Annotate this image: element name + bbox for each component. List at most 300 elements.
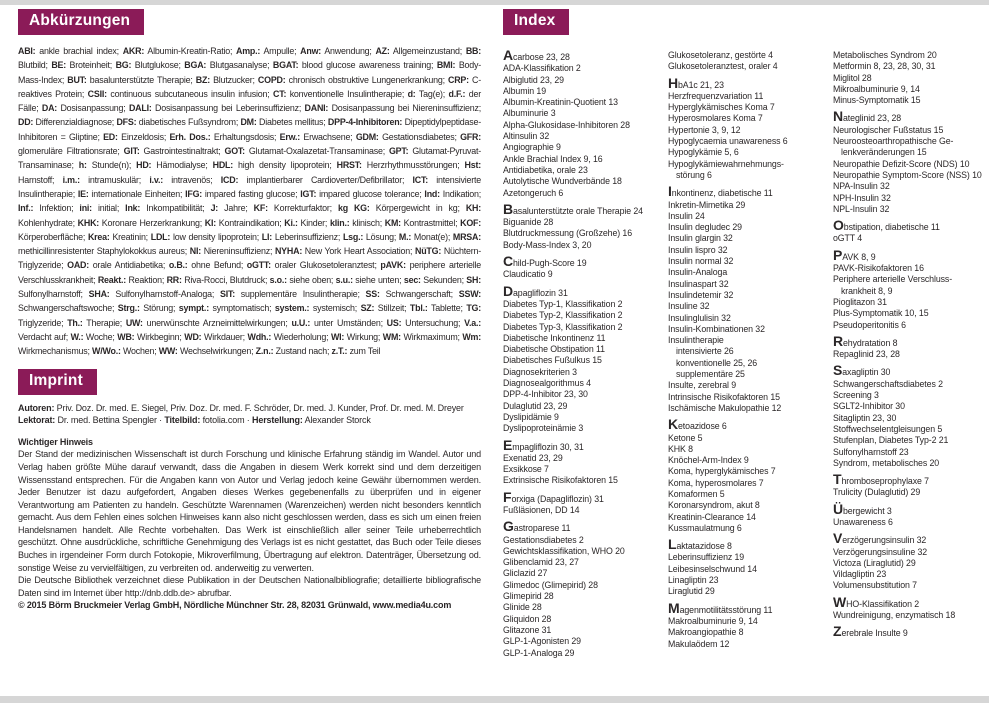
abbreviation-term: LDL:	[150, 231, 171, 242]
abbreviation-term: IGT:	[300, 188, 317, 199]
abbreviations-title: Abkürzungen	[29, 12, 131, 29]
abbreviation-term: ICD:	[220, 174, 239, 185]
index-entry: Glinide 28	[503, 602, 542, 613]
index-entry: Insulin-Kombinationen 32	[668, 323, 765, 334]
abbreviation-term: sec:	[403, 274, 421, 285]
index-entry: Stufenplan, Diabetes Typ-2 21	[833, 435, 949, 446]
index-entry: Ketone 5	[668, 432, 703, 443]
index-entry: Neuroosteoarthropathische Ge-	[833, 136, 954, 147]
index-entry: Insulte, zerebral 9	[668, 380, 737, 391]
index-group	[833, 217, 987, 245]
index-entry: Koronarsyndrom, akut 8	[668, 500, 760, 511]
abbreviation-term: GFR:	[460, 131, 481, 142]
index-entry: Makroangiopathie 8	[668, 627, 744, 638]
abbreviation-term: HDL:	[212, 160, 234, 171]
abbreviation-term: Z.n.:	[255, 346, 274, 357]
index-entry: Trulicity (Dulaglutid) 29	[833, 487, 921, 498]
index-entry: konventionelle 25, 26	[676, 357, 758, 368]
index-entry: Herzfrequenzvariation 11	[668, 90, 764, 101]
abbreviation-term: J:	[210, 203, 219, 214]
index-entry: Verzögerungsinsulin 32	[833, 530, 927, 547]
index-entry: Makroalbuminurie 9, 14	[668, 615, 758, 626]
index-entry: Schwangerschaftsdiabetes 2	[833, 378, 943, 389]
index-entry: NPL-Insulin 32	[833, 203, 890, 214]
index-entry: WHO-Klassifikation 2	[833, 593, 920, 610]
index-group-letter: Ü	[833, 500, 844, 517]
index-entry: Insulintherapie	[668, 335, 724, 346]
index-group	[833, 332, 987, 361]
index-entry: störung 6	[676, 169, 712, 180]
index-entry: Ketoazidose 6	[668, 416, 727, 433]
index-group	[668, 599, 822, 650]
index-entry: Albuminurie 3	[503, 108, 556, 119]
index-entry: intensivierte 26	[676, 346, 734, 357]
index-entry: Alpha-Glukosidase-Inhibitoren 28	[503, 119, 630, 130]
index-entry: Laktatazidose 8	[668, 536, 732, 553]
index-entry: Leibesinselschwund 14	[668, 563, 757, 574]
index-entry: Basalunterstützte orale Therapie 24	[503, 200, 643, 217]
index-entry: Komaformen 5	[668, 488, 725, 499]
index-entry: Insulin normal 32	[668, 256, 734, 267]
index-group-letter: M	[668, 599, 680, 616]
abbreviation-term: Anw:	[300, 46, 322, 56]
abbreviation-term: SSW:	[458, 289, 481, 300]
index-entry: Sulfonylharnstoff 23	[833, 446, 909, 457]
index-entry: Hypertonie 3, 9, 12	[668, 124, 741, 135]
index-entry: Dulaglutid 23, 29	[503, 400, 568, 411]
index-group-letter: P	[833, 246, 843, 263]
abbreviation-term: TG:	[466, 303, 482, 314]
index-entry: Rehydratation 8	[833, 332, 898, 349]
index-column	[668, 50, 822, 664]
index-group	[833, 50, 987, 106]
index-entry: Leberinsuffizienz 19	[668, 552, 745, 563]
index-entry: Autolytische Wundverbände 18	[503, 176, 622, 187]
abbreviation-term: Erw.:	[279, 131, 300, 142]
index-entry: Insulin lispro 32	[668, 244, 728, 255]
index-group	[668, 536, 822, 597]
index-group-letter: B	[503, 200, 514, 217]
index-entry: Ischämische Makulopathie 12	[668, 402, 782, 413]
index-group	[503, 518, 657, 659]
index-entry: Azetongeruch 6	[503, 187, 564, 198]
index-entry: Acarbose 23, 28	[503, 47, 570, 63]
index-group	[503, 47, 657, 199]
abbreviation-term: Krea:	[87, 231, 110, 242]
index-entry: Thromboseprophylaxe 7	[833, 471, 929, 488]
index-group-letter: R	[833, 332, 844, 349]
index-entry: Saxagliptin 30	[833, 362, 891, 379]
index-title: Index	[514, 12, 556, 29]
index-entry: Ankle Brachial Index 9, 16	[503, 153, 603, 164]
index-entry: Glukosetoleranz, gestörte 4	[668, 50, 773, 60]
abbreviation-term: W/Wo.:	[92, 346, 121, 357]
index-entry: Pioglitazon 31	[833, 296, 887, 307]
index-entry: Koma, hyperosmolares 7	[668, 477, 764, 488]
abbreviation-term: Reakt.:	[97, 274, 127, 285]
index-group	[503, 488, 657, 517]
abbreviation-term: IFG:	[185, 188, 203, 199]
index-entry: Pseudoperitonitis 6	[833, 319, 906, 330]
abbreviation-term: BMI:	[436, 60, 456, 71]
index-entry: PAVK 8, 9	[833, 246, 876, 263]
index-entry: Periphere arterielle Verschluss-	[833, 274, 953, 285]
index-group	[503, 282, 657, 435]
abbreviation-term: Strg.:	[117, 303, 140, 314]
index-entry: Insulin glargin 32	[668, 233, 733, 244]
abbreviation-term: NüTG:	[414, 246, 442, 257]
abbreviation-term: i.m.:	[62, 174, 80, 185]
index-entry: Inkontinenz, diabetische 11	[668, 183, 773, 200]
index-entry: Diagnosealgorithmus 4	[503, 378, 591, 389]
abbreviation-term: KOF:	[460, 217, 482, 228]
index-entry: Empagliflozin 30, 31	[503, 436, 584, 453]
index-entry: Albiglutid 23, 29	[503, 74, 564, 85]
abbreviation-term: BE:	[51, 60, 66, 71]
index-entry: Forxiga (Dapagliflozin) 31	[503, 488, 604, 505]
index-group	[668, 183, 822, 414]
index-entry: Diabetes Typ-1, Klassifikation 2	[503, 298, 623, 309]
index-entry: PAVK-Risikofaktoren 16	[833, 263, 924, 274]
index-group-letter: N	[833, 108, 844, 125]
index-entry: KHK 8	[668, 443, 693, 454]
index-entry: Kussmaulatmung 6	[668, 522, 742, 533]
index-entry: Dyslipoproteinämie 3	[503, 423, 584, 434]
index-entry: Miglitol 28	[833, 72, 872, 83]
index-entry: Dyslipidämie 9	[503, 411, 559, 422]
index-entry: Vildagliptin 23	[833, 569, 887, 580]
index-entry: ADA-Klassifikation 2	[503, 63, 581, 74]
index-entry: Insuline 32	[668, 301, 710, 312]
abbreviation-term: NI:	[189, 246, 201, 257]
index-entry: Insulindetemir 32	[668, 289, 734, 300]
index-group-letter: W	[833, 593, 847, 610]
index-entry: Hypoglycaemia unawareness 6	[668, 136, 788, 147]
abbreviation-term: GIT:	[123, 146, 140, 157]
index-entry: Neurologischer Fußstatus 15	[833, 124, 944, 135]
index-group	[503, 200, 657, 251]
index-entry: Zerebrale Insulte 9	[833, 623, 908, 640]
index-entry: Unawareness 6	[833, 516, 893, 527]
page-edge-top	[0, 0, 989, 5]
abbreviation-term: UW:	[125, 317, 143, 328]
abbreviation-term: Ki.:	[284, 217, 298, 228]
abbreviations-header	[18, 9, 144, 35]
abbreviation-term: KHK:	[77, 217, 100, 228]
index-entry: NPA-Insulin 32	[833, 181, 890, 192]
abbreviation-term: CSII:	[87, 88, 107, 99]
abbreviation-term: Wdh.:	[247, 331, 272, 342]
index-group-letter: F	[503, 488, 512, 505]
abbreviation-term: KI:	[204, 217, 217, 228]
abbreviation-term: kg KG:	[337, 203, 370, 214]
index-entry: Blutdruckmessung (Großzehe) 16	[503, 228, 633, 239]
abbreviation-term: ABI:	[18, 46, 36, 56]
abbreviation-term: DA:	[41, 103, 58, 114]
abbreviation-term: Th.:	[67, 317, 83, 328]
abbreviation-term: BG:	[115, 60, 132, 71]
index-group-letter: O	[833, 217, 844, 234]
abbreviation-term: oGTT:	[246, 260, 271, 271]
abbreviation-term: sympt.:	[178, 303, 209, 314]
index-entry: GLP-1-Analoga 29	[503, 647, 575, 658]
abbreviation-term: CT:	[273, 88, 287, 99]
index-entry: Claudicatio 9	[503, 269, 553, 280]
abbreviation-term: o.B.:	[168, 260, 188, 271]
abbreviation-term: Lsg.:	[342, 231, 364, 242]
abbreviation-term: z.T.:	[331, 346, 348, 357]
abbreviation-term: AZ:	[375, 46, 390, 56]
index-entry: Knöchel-Arm-Index 9	[668, 455, 749, 466]
index-group-letter: H	[668, 74, 679, 91]
abbreviation-term: DPP-4-Inhibitoren:	[327, 117, 403, 128]
index-group-letter: Z	[833, 623, 842, 640]
abbreviation-term: KH:	[465, 203, 481, 214]
index-entry: Angiographie 9	[503, 142, 561, 153]
index-entry: Glimedoc (Glimepirid) 28	[503, 579, 598, 590]
abbreviation-term: ICT:	[412, 174, 428, 185]
index-entry: Exenatid 23, 29	[503, 452, 563, 463]
index-group-letter: G	[503, 518, 514, 535]
abbreviation-term: DALI:	[128, 103, 152, 114]
index-group-letter: D	[503, 282, 514, 299]
index-entry: Mikroalbuminurie 9, 14	[833, 83, 920, 94]
index-section	[503, 9, 989, 664]
index-group	[668, 74, 822, 182]
index-group	[833, 623, 987, 640]
abbreviation-term: CRP:	[448, 74, 469, 85]
index-group-letter: A	[503, 47, 514, 63]
abbreviations-text: ABI: ankle brachial index; AKR: Albumin-Kreatin-Ratio; Amp.: Ampulle; Anw: Anwendung; AZ: Allgemeinzustand; BB: Blutbild; BE: Broteinheit; BG: Blutglukose; BGA: Blutgasanalyse; BGAT: blood glucose awareness training; BMI: Body-Mass-Index; BUT: basalunterstützte Therapie; BZ: Blutzucker; COPD: chronisch obstruktive Lungenerkrankung; CRP: C-reaktives Protein; CSII: continuous subcutaneous insulin infusion; CT: konventionelle Insulintherapie; d: Tag(e); d.F.: der Fälle; DA: Dosisanpassung; DALI: Dosisanpassung bei Leberinsuffizienz; DANI: Dosisanpassung bei Niereninsuffizienz; DD: Differenzialdiagnose; DFS: diabetisches Fußsyndrom; DM: Diabetes mellitus; DPP-4-Inhibitoren: Dipeptidylpeptidase-Inhibitoren = Gliptine; ED: Einzeldosis; Erh. Dos.: Erhaltungsdosis; Erw.: Erwachsene; GDM: Gestationsdiabetes; GFR: glomeruläre Filtrationsrate; GIT: Gastrointestinaltrakt; GOT: Glutamat-Oxalazetat-Transaminase; GPT: Glutamat-Pyruvat-Transaminase; h: Stunde(n); HD: Hämodialyse; HDL: high density lipoprotein; HRST: Herzrhythmusstörungen; Hst: Harnstoff; i.m.: intramuskulär; i.v.: intravenös; ICD: implantierbarer Cardioverter/Defibrillator; ICT: intensivierte Insulintherapie; IE: internationale Einheiten; IFG: impared fasting glucose; IGT: impared glucose tolerance; Ind: Indikation; Inf.: Infektion; ini: initial; Ink: Inkompatibilität; J: Jahre; KF: Korrekturfaktor; kg KG: Körpergewicht in kg; KH: Kohlenhydrate; KHK: Koronare Herzerkrankung; KI: Kontraindikation; Ki.: Kinder; klin.: klinisch; KM: Kontrastmittel; KOF: Körperoberfläche; Krea: Kreatinin; LDL: low density lipoprotein; LI: Leberinsuffizienz; Lsg.: Lösung; M.: Monat(e); MRSA: methicillinresistenter Staphylokokkus aureus; NI: Niereninsuffizienz; NYHA: New York Heart Association; NüTG: Nüchtern-Triglyzeride; OAD: orale Antidiabetika; o.B.: ohne Befund; oGTT: oraler Glukosetoleranztest; pAVK: periphere arterielle Verschlusskrankheit; Reakt.: Reaktion; RR: Riva-Rocci, Blutdruck; s.o.: siehe oben; s.u.: siehe unten; sec: Sekunden; SH: Sulfonylharnstoff; SHA: Sulfonylharnstoff-Analoga; SIT: supplementäre Insulintherapie; SS: Schwangerschaft; SSW: Schwangerschaftswoche; Strg.: Störung; sympt.: symptomatisch; system.: systemisch; SZ: Stillzeit; Tbl.: Tablette; TG: Triglyzeride; Th.: Therapie; UW: unerwünschte Arzneimittelwirkungen; u.U.: unter Umständen; US: Untersuchung; V.a.: Verdacht auf; W.: Woche; WB: Wirkbeginn; WD: Wirkdauer; Wdh.: Wiederholung; WI: Wirkung; WM: Wirkmaximum; Wm: Wirkmechanismus; W/Wo.: Wochen; WW: Wechselwirkungen; Z.n.: Zustand nach; z.T.: zum Teil	[18, 46, 482, 357]
index-entry: Glimepirid 28	[503, 591, 554, 602]
index-entry: NPH-Insulin 32	[833, 192, 891, 203]
abbreviation-term: i.v.:	[149, 174, 163, 185]
index-group	[668, 416, 822, 534]
index-entry: Repaglinid 23, 28	[833, 349, 900, 360]
index-entry: Diabetes Typ-2, Klassifikation 2	[503, 310, 623, 321]
index-group-letter: V	[833, 530, 843, 547]
index-columns	[503, 47, 989, 664]
index-entry: Plus-Symptomatik 10, 15	[833, 308, 929, 319]
index-entry: Neuropathie Defizit-Score (NDS) 10	[833, 158, 970, 169]
abbreviation-term: GPT:	[388, 146, 409, 157]
index-entry: Inkretin-Mimetika 29	[668, 199, 746, 210]
abbreviation-term: WI:	[330, 331, 345, 342]
imprint-notice-text: Der Stand der medizinischen Wissenschaft ist durch Forschung und klinische Erfahrung ständig im Wandel. Autor und Verlag haben größte Mühe darauf verwandt, dass die Angaben in diesem Werk korrekt sind und dem derzeitigen Wissensstand entsprechen. Für die Angaben kann von Autor und Verlag jedoch keine Gewähr übernommen werden. Jeder Benutzer ist dazu aufgefordert, Angaben dieses Werkes gegebenenfalls zu überprüfen und in eigener Verantwortung am Patienten zu handeln. Geschützte Warennamen (Warenzeichen) werden nicht besonders kenntlich gemacht. Aus dem Fehlen eines solchen Hinweises kann also nicht geschlossen werden, dass es sich um einen freien Handelsnamen handelt. Alle Rechte vorbehalten. Das Werk ist einschließlich aller seiner Teile urheberrechtlich geschützt. Ohne ausdrückliche, schriftliche Genehmigung des Verlags ist es nicht gestattet, das Buch oder Teile dieses Buches in irgendeiner Form durch Fotokopie, Mikroverfilmung, Übertragung auf elektron. Datenträger, Übersetzung od. sonstige Weise zu vervielfältigen, zu verbreiten od. anderweitig zu verwerten.	[18, 449, 481, 573]
index-entry: krankheit 8, 9	[841, 285, 893, 296]
index-header	[503, 9, 569, 35]
imprint-notice-title: Wichtiger Hinweis	[18, 436, 93, 447]
index-entry: Stoffwechselentgleisungen 5	[833, 423, 943, 434]
abbreviation-term: DD:	[18, 117, 34, 128]
index-entry: Glukosetoleranztest, oraler 4	[668, 61, 778, 72]
index-entry: Gliquidon 28	[503, 613, 552, 624]
index-entry: Intrinsische Risikofaktoren 15	[668, 391, 780, 402]
abbreviation-term: SIT:	[219, 289, 235, 300]
index-group	[833, 246, 987, 331]
abbreviation-term: DFS:	[116, 117, 137, 128]
abbreviation-term: Ind:	[424, 188, 440, 199]
index-entry: Sitagliptin 23, 30	[833, 412, 897, 423]
index-column	[833, 50, 987, 664]
index-entry: Insulin 24	[668, 210, 705, 221]
abbreviation-term: BZ:	[195, 74, 210, 85]
abbreviation-term: M.:	[398, 231, 412, 242]
index-group	[503, 436, 657, 487]
index-group	[503, 253, 657, 281]
abbreviation-term: COPD:	[257, 74, 286, 85]
index-entry: Screening 3	[833, 390, 879, 401]
abbreviation-term: Tbl.:	[409, 303, 428, 314]
index-entry: Gastroparese 11	[503, 518, 571, 535]
abbreviation-term: WW:	[158, 346, 178, 357]
index-entry: Insulinglulisin 32	[668, 312, 731, 323]
index-entry: Gewichtsklassifikation, WHO 20	[503, 545, 625, 556]
index-group	[668, 50, 822, 73]
index-entry: Diabetes Typ-3, Klassifikation 2	[503, 321, 623, 332]
index-entry: Biguanide 28	[503, 217, 554, 228]
abbreviation-term: LI:	[261, 231, 273, 242]
index-entry: Victoza (Liraglutid) 29	[833, 557, 916, 568]
abbreviation-term: WB:	[117, 331, 135, 342]
index-group-letter: I	[668, 183, 672, 200]
index-entry: oGTT 4	[833, 233, 863, 244]
index-group-letter: C	[503, 253, 514, 270]
abbreviation-term: Inf.:	[18, 203, 34, 214]
index-entry: Kreatinin-Clearance 14	[668, 511, 756, 522]
index-group	[833, 500, 987, 529]
index-entry: Liraglutid 29	[668, 586, 715, 597]
index-entry: Extrinsische Risikofaktoren 15	[503, 475, 618, 486]
abbreviation-term: DM:	[240, 117, 257, 128]
abbreviation-term: d:	[407, 88, 416, 99]
index-entry: Koma, hyperglykämisches 7	[668, 466, 776, 477]
index-entry: Albumin-Kreatinin-Quotient 13	[503, 97, 618, 108]
index-entry: HbA1c 21, 23	[668, 74, 724, 91]
abbreviation-term: HRST:	[336, 160, 362, 171]
abbreviation-term: AKR:	[122, 46, 145, 56]
abbreviation-term: IE:	[77, 188, 89, 199]
index-entry: Glibenclamid 23, 27	[503, 557, 579, 568]
index-entry: Verzögerungsinsuline 32	[833, 546, 928, 557]
index-entry: GLP-1-Agonisten 29	[503, 636, 581, 647]
imprint-title: Imprint	[29, 371, 83, 389]
index-group-letter: S	[833, 362, 843, 379]
abbreviation-term: WM:	[382, 331, 401, 342]
imprint-header	[18, 369, 97, 395]
abbreviation-term: system.:	[274, 303, 310, 314]
index-entry: Gliclazid 27	[503, 568, 548, 579]
index-entry: Child-Pugh-Score 19	[503, 253, 587, 270]
abbreviation-term: ED:	[103, 131, 118, 142]
index-group-letter: L	[668, 536, 677, 553]
index-entry: Volumensubstitution 7	[833, 580, 917, 591]
index-entry: Dapagliflozin 31	[503, 282, 568, 299]
index-group-letter: T	[833, 471, 842, 488]
index-entry: Magenmotilitätsstörung 11	[668, 599, 773, 616]
abbreviation-term: KF:	[253, 203, 268, 214]
imprint-credits	[18, 402, 481, 427]
abbreviation-term: Wm:	[462, 331, 481, 342]
index-group-letter: K	[668, 416, 679, 433]
index-entry: Linagliptin 23	[668, 575, 719, 586]
abbreviation-term: BGA:	[184, 60, 207, 71]
abbreviation-term: BB:	[465, 46, 481, 56]
index-entry: DPP-4-Inhibitor 23, 30	[503, 389, 588, 400]
index-entry: Diabetisches Fußulkus 15	[503, 355, 602, 366]
index-entry: Altinsulin 32	[503, 131, 550, 142]
abbreviation-term: OAD:	[67, 260, 89, 271]
abbreviations-section	[18, 9, 481, 612]
abbreviation-term: SZ:	[360, 303, 375, 314]
index-entry: Insulinaspart 32	[668, 278, 729, 289]
abbreviation-term: Amp.:	[236, 46, 261, 56]
index-entry: Übergewicht 3	[833, 500, 892, 517]
index-entry: Minus-Symptomatik 15	[833, 95, 921, 106]
index-group	[833, 593, 987, 622]
abbreviation-term: BUT:	[67, 74, 87, 85]
abbreviation-term: GDM:	[355, 131, 379, 142]
index-group	[833, 471, 987, 499]
abbreviation-term: h:	[78, 160, 87, 171]
abbreviation-term: DANI:	[304, 103, 329, 114]
abbreviation-term: KM:	[384, 217, 401, 228]
index-entry: Makulaödem 12	[668, 638, 730, 649]
index-entry: Insulin degludec 29	[668, 222, 742, 233]
index-entry: Diabetische Inkontinenz 11	[503, 332, 606, 343]
abbreviation-term: u.U.:	[291, 317, 311, 328]
index-entry: Hyperglykämisches Koma 7	[668, 102, 775, 113]
index-entry: Syndrom, metabolisches 20	[833, 457, 940, 468]
index-entry: Body-Mass-Index 3, 20	[503, 239, 592, 250]
index-group-letter: E	[503, 436, 513, 453]
imprint-body	[18, 402, 481, 613]
index-entry: Hypoglykämiewahrnehmungs-	[668, 158, 784, 169]
index-entry: supplementäre 25	[676, 369, 745, 380]
abbreviation-term: V.a.:	[464, 317, 481, 328]
imprint-library-text: Die Deutsche Bibliothek verzeichnet diese Publikation in der Deutschen Nationalbibliografie; detaillierte bibliografische Daten sind im Internet über http://dnb.ddb.de> abrufbar.	[18, 575, 481, 598]
abbreviation-term: WD:	[184, 331, 202, 342]
imprint-credit-line: Lektorat: Dr. med. Bettina Spengler · Titelbild: fotolia.com · Herstellung: Alexander Storck	[18, 415, 371, 426]
abbreviation-term: Hst:	[464, 160, 481, 171]
index-entry: Insulin-Analoga	[668, 267, 728, 278]
index-entry: Metabolisches Syndrom 20	[833, 50, 937, 60]
index-entry: Gestationsdiabetes 2	[503, 534, 584, 545]
index-entry: Obstipation, diabetische 11	[833, 217, 940, 234]
abbreviation-term: GOT:	[224, 146, 245, 157]
index-entry: SGLT2-Inhibitor 30	[833, 401, 905, 412]
abbreviation-term: pAVK:	[380, 260, 406, 271]
abbreviation-term: SHA:	[88, 289, 110, 300]
abbreviation-term: HD:	[136, 160, 152, 171]
imprint-credit-line: Autoren: Priv. Doz. Dr. med. E. Siegel, Priv. Doz. Dr. med. F. Schröder, Dr. med. J. Kunder, Prof. Dr. med. M. Dreyer	[18, 402, 464, 413]
index-entry: Neuropathie Symptom-Score (NSS) 10	[833, 169, 982, 180]
index-entry: Nateglinid 23, 28	[833, 108, 902, 125]
abbreviation-term: W.:	[70, 331, 84, 342]
imprint-copyright: © 2015 Börm Bruckmeier Verlag GmbH, Nördliche Münchner Str. 28, 82031 Grünwald, www.media4u.com	[18, 600, 452, 611]
index-entry: Fußläsionen, DD 14	[503, 504, 580, 515]
abbreviation-term: MRSA:	[452, 231, 481, 242]
index-group	[833, 530, 987, 591]
abbreviation-term: US:	[386, 317, 402, 328]
abbreviation-term: SS:	[365, 289, 380, 300]
abbreviation-term: klin.:	[329, 217, 350, 228]
index-entry: lenkveränderungen 15	[841, 147, 927, 158]
index-entry: Antidiabetika, orale 23	[503, 164, 588, 175]
abbreviation-term: s.u.:	[335, 274, 353, 285]
index-entry: Diagnosekriterien 3	[503, 366, 577, 377]
index-column	[503, 47, 657, 664]
